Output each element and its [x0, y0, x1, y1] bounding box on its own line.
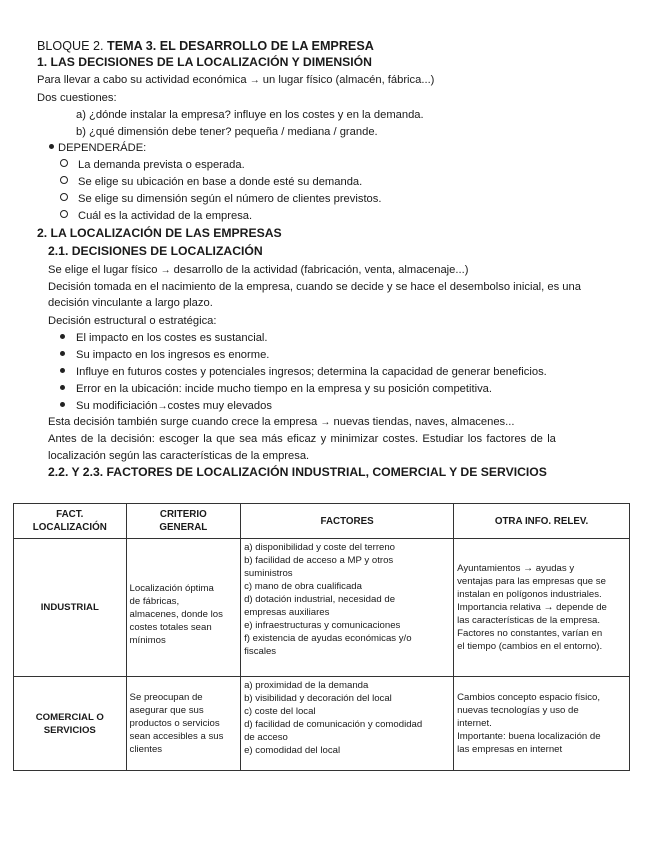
- depends-item: Cuál es la actividad de la empresa.: [60, 209, 252, 223]
- bullet-icon: [60, 402, 65, 407]
- industrial-label: INDUSTRIAL: [14, 539, 127, 677]
- topic-title: TEMA 3. EL DESARROLLO DE LA EMPRESA: [107, 39, 374, 53]
- paragraph: Decisión estructural o estratégica:: [48, 315, 217, 327]
- question-b: b) ¿qué dimensión debe tener? pequeña / mediana / grande.: [76, 126, 378, 138]
- paragraph: decisión vinculante a largo plazo.: [48, 297, 213, 309]
- header-otra-info: OTRA INFO. RELEV.: [454, 504, 630, 539]
- depends-item: La demanda prevista o esperada.: [60, 158, 245, 172]
- block-label: BLOQUE 2.: [37, 39, 107, 53]
- header-factores: FACTORES: [241, 504, 454, 539]
- header-fact-localizacion: FACT. LOCALIZACIÓN: [14, 504, 127, 539]
- circle-bullet-icon: [60, 210, 68, 218]
- document-header: [37, 39, 374, 53]
- paragraph: Se elige el lugar físico → desarrollo de la actividad (fabricación, venta, almacenaje...): [48, 264, 469, 276]
- table-header-row: [14, 504, 630, 539]
- comercial-criteria: Se preocupan de asegurar que sus productos o servicios sean accesibles a sus clientes: [126, 677, 241, 771]
- list-item: Error en la ubicación: incide mucho tiempo en la empresa y su posición competitiva.: [60, 382, 492, 396]
- comercial-info: Cambios concepto espacio físico, nuevas tecnologías y uso de internet. Importante: buena localización de las empresas en internet: [454, 677, 630, 771]
- bullet-icon: [60, 368, 65, 373]
- paragraph: Antes de la decisión: escoger la que sea más eficaz y minimizar costes. Estudiar los factores de la: [48, 433, 556, 445]
- factors-table: [13, 503, 630, 771]
- circle-bullet-icon: [60, 159, 68, 167]
- header-criterio-general: CRITERIO GENERAL: [126, 504, 241, 539]
- industrial-factors: a) disponibilidad y coste del terreno b) facilidad de acceso a MP y otros suministros c) mano de obra cualificada d) dotación industrial, necesidad de empresas auxiliares e) infraestructuras y comunicaciones f) existencia de ayudas económicas y/o fiscales: [241, 539, 454, 677]
- bullet-icon: [49, 144, 54, 149]
- section-2-2-title: 2.2. Y 2.3. FACTORES DE LOCALIZACIÓN INDUSTRIAL, COMERCIAL Y DE SERVICIOS: [48, 465, 547, 479]
- circle-bullet-icon: [60, 193, 68, 201]
- list-item: Su modificiación→costes muy elevados: [60, 399, 272, 414]
- paragraph: Decisión tomada en el nacimiento de la empresa, cuando se decide y se hace el desembolso inicial, es una: [48, 281, 581, 293]
- bullet-icon: [60, 385, 65, 390]
- arrow-icon: →: [543, 602, 554, 613]
- depends-item: Se elige su ubicación en base a donde esté su demanda.: [60, 175, 362, 189]
- table-row: [14, 539, 630, 677]
- depends-label: DEPENDERÁDE:: [49, 141, 146, 155]
- table-row: [14, 677, 630, 771]
- list-item: Su impacto en los ingresos es enorme.: [60, 348, 269, 362]
- paragraph: localización según las características de la empresa.: [48, 450, 310, 462]
- arrow-icon: →: [160, 265, 171, 276]
- questions-label: Dos cuestiones:: [37, 92, 117, 104]
- arrow-icon: →: [249, 75, 260, 86]
- question-a: a) ¿dónde instalar la empresa? influye en los costes y en la demanda.: [76, 109, 424, 121]
- list-item: Influye en futuros costes y potenciales ingresos; determina la capacidad de generar beneficios.: [60, 365, 547, 379]
- comercial-label: COMERCIAL O SERVICIOS: [14, 677, 127, 771]
- arrow-icon: →: [157, 401, 168, 412]
- bullet-icon: [60, 334, 65, 339]
- circle-bullet-icon: [60, 176, 68, 184]
- section-2-title: 2. LA LOCALIZACIÓN DE LAS EMPRESAS: [37, 226, 282, 240]
- comercial-factors: a) proximidad de la demanda b) visibilidad y decoración del local c) coste del local d) facilidad de comunicación y comodidad de acceso e) comodidad del local: [241, 677, 454, 771]
- industrial-info: Ayuntamientos → ayudas y ventajas para las empresas que se instalan en polígonos industriales. Importancia relativa → depende de las características de la empresa. Factores no constantes, varían en el tiempo (cambios en el entorno).: [454, 539, 630, 677]
- list-item: El impacto en los costes es sustancial.: [60, 331, 268, 345]
- industrial-criteria: Localización óptima de fábricas, almacenes, donde los costes totales sean mínimos: [126, 539, 241, 677]
- paragraph: Esta decisión también surge cuando crece la empresa → nuevas tiendas, naves, almacenes...: [48, 416, 515, 428]
- section-1-intro: Para llevar a cabo su actividad económica → un lugar físico (almacén, fábrica...): [37, 74, 435, 86]
- section-1-title: 1. LAS DECISIONES DE LA LOCALIZACIÓN Y DIMENSIÓN: [37, 55, 372, 69]
- bullet-icon: [60, 351, 65, 356]
- depends-item: Se elige su dimensión según el número de clientes previstos.: [60, 192, 381, 206]
- arrow-icon: →: [320, 417, 331, 428]
- section-2-1-title: 2.1. DECISIONES DE LOCALIZACIÓN: [48, 244, 263, 258]
- arrow-icon: →: [523, 563, 534, 574]
